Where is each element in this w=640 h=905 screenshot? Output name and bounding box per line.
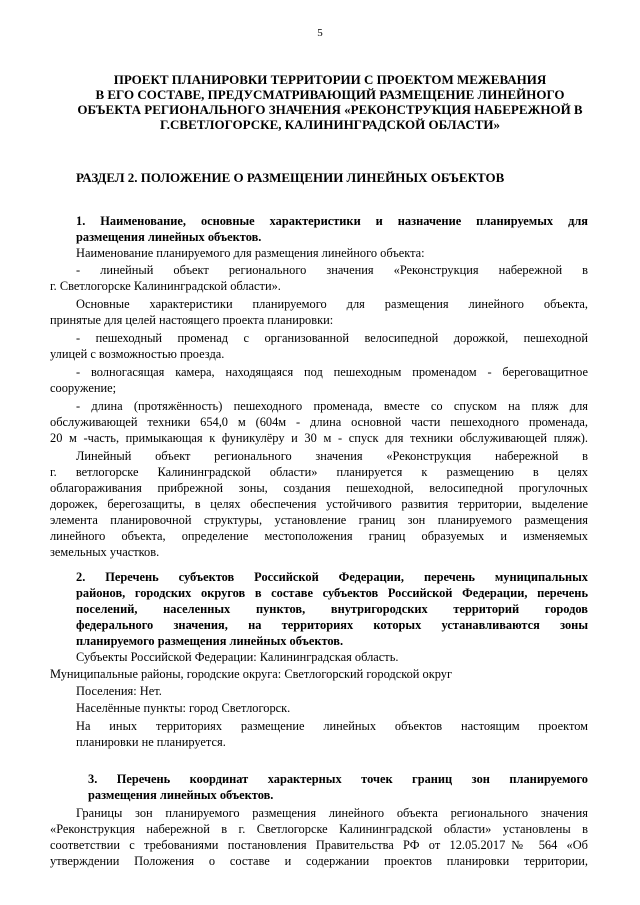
heading-2-line: 2. Перечень субъектов Российской Федерации, перечень муниципальных	[76, 570, 588, 584]
paragraph-line: г. Светлогорске Калининградской области».	[50, 279, 281, 293]
title-line: Г.СВЕТЛОГОРСКЕ, КАЛИНИНГРАДСКОЙ ОБЛАСТИ»	[159, 117, 501, 132]
paragraph-line: элемента планировочной структуры, установление границ зон планируемого размещения	[50, 513, 588, 527]
paragraph-line: улицей с возможностью проезда.	[50, 347, 225, 361]
page-number: 5	[317, 27, 323, 39]
heading-2-line: поселений, населенных пунктов, внутригородских территорий городов	[76, 602, 588, 616]
paragraph-line: земельных участков.	[50, 545, 160, 559]
heading-2-line: федерального значения, на территориях которых устанавливаются зоны	[76, 618, 588, 632]
heading-2-line: районов, городских округов в составе субъектов Российской Федерации, перечень	[76, 586, 588, 600]
paragraph-line: 20 м -часть, примыкающая к фуникулёру и 30 м - спуск для техники обслуживающей пляж).	[50, 431, 588, 445]
heading-3-line: размещения линейных объектов.	[88, 788, 274, 802]
paragraph-line: Субъекты Российской Федерации: Калининградская область.	[76, 650, 399, 664]
paragraph-line: планировки не планируется.	[76, 735, 226, 749]
paragraph-line: - волногасящая камера, находящаяся под пешеходным променадом - береговащитное	[76, 365, 588, 379]
paragraph-line: На иных территориях размещение линейных объектов настоящим проектом	[76, 719, 588, 733]
paragraph-line: Поселения: Нет.	[76, 684, 162, 698]
paragraph-line: обслуживающей техники 654,0 м (604м - длина основной части пешеходного променада,	[50, 415, 588, 429]
paragraph-line: соответствии с требованиями постановления Правительства РФ от 12.05.2017№ 564 «Об	[50, 838, 588, 852]
paragraph-line: принятые для целей настоящего проекта планировки:	[50, 313, 334, 327]
paragraph-line: дорожек, берегозащиты, в целях обеспечения устойчивого развития территории, выделение	[50, 497, 588, 511]
paragraph-line: «Реконструкция набережной в г. Светлогорске Калининградской области» установлены в	[50, 822, 588, 836]
paragraph-line: облагораживания прибрежной зоны, создания пешеходной, велосипедной прогулочных	[50, 481, 588, 495]
paragraph-line: Линейный объект регионального значения «Реконструкция набережной в	[76, 449, 588, 463]
title-line: ОБЪЕКТА РЕГИОНАЛЬНОГО ЗНАЧЕНИЯ «РЕКОНСТРУКЦИЯ НАБЕРЕЖНОЙ В	[77, 102, 583, 117]
title-line: В ЕГО СОСТАВЕ, ПРЕДУСМАТРИВАЮЩИЙ РАЗМЕЩЕНИЕ ЛИНЕЙНОГО	[95, 87, 565, 102]
heading-1-line: размещения линейных объектов.	[76, 230, 262, 244]
section-heading: РАЗДЕЛ 2. ПОЛОЖЕНИЕ О РАЗМЕЩЕНИИ ЛИНЕЙНЫХ ОБЪЕКТОВ	[76, 170, 505, 185]
heading-3-line: 3. Перечень координат характерных точек границ зон планируемого	[88, 772, 588, 786]
paragraph-line: г. ветлогорске Калининградской области» планируется к размещению в целях	[50, 465, 588, 479]
paragraph-line: утверждении Положения о составе и содержании проектов планировки территории,	[50, 854, 588, 868]
paragraph-line: - длина (протяжённость) пешеходного променада, вместе со спуском на пляж для	[76, 399, 588, 413]
paragraph-line: Муниципальные районы, городские округа: Светлогорский городской округ	[50, 667, 453, 681]
paragraph-line: Наименование планируемого для размещения линейного объекта:	[76, 246, 425, 260]
heading-2-line: планируемого размещения линейных объектов.	[76, 634, 344, 648]
paragraph-line: Населённые пункты: город Светлогорск.	[76, 701, 291, 715]
paragraph-line: линейного объекта, определение местоположения границ образуемых и изменяемых	[50, 529, 588, 543]
paragraph-line: - пешеходный променад с организованной велосипедной дорожкой, пешеходной	[76, 331, 588, 345]
document-title	[50, 72, 610, 132]
paragraph-line: сооружение;	[50, 381, 117, 395]
paragraph-line: Границы зон планируемого размещения линейного объекта регионального значения	[76, 806, 588, 820]
paragraph-line: - линейный объект регионального значения «Реконструкция набережной в	[76, 263, 588, 277]
paragraph-line: Основные характеристики планируемого для размещения линейного объекта,	[76, 297, 588, 311]
title-line: ПРОЕКТ ПЛАНИРОВКИ ТЕРРИТОРИИ С ПРОЕКТОМ МЕЖЕВАНИЯ	[113, 72, 547, 87]
heading-1-line: 1. Наименование, основные характеристики и назначение планируемых для	[76, 214, 588, 228]
